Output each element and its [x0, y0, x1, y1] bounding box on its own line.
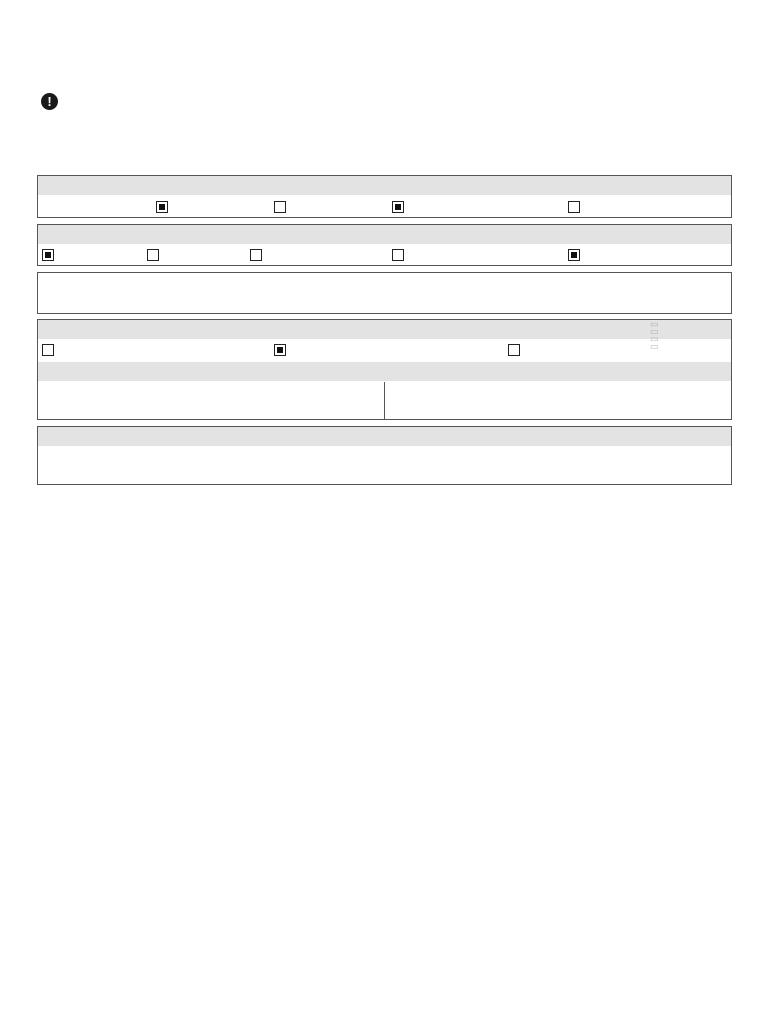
original-checkbox[interactable]	[156, 201, 168, 213]
mail-chief-checkbox[interactable]	[508, 344, 520, 356]
initiative-checkbox[interactable]	[392, 201, 404, 213]
paid-yes-checkbox[interactable]	[392, 249, 404, 261]
email-chief-checkbox[interactable]	[274, 344, 286, 356]
title-box	[37, 272, 732, 314]
correspondence-header-bar	[38, 320, 731, 339]
correspondence-recipient-checkbox[interactable]	[42, 344, 54, 356]
received-stamp: ▯ ▯ ▯ ▯	[650, 322, 660, 350]
referendum-checkbox[interactable]	[568, 201, 580, 213]
recipient-header-bar	[38, 362, 731, 381]
city-checkbox[interactable]	[147, 249, 159, 261]
paid-no-checkbox[interactable]	[568, 249, 580, 261]
jurisdiction-header-bar	[38, 225, 731, 244]
petition-info-header-bar	[38, 176, 731, 195]
county-checkbox[interactable]	[42, 249, 54, 261]
warning-icon: !	[41, 93, 58, 110]
warning-block	[41, 93, 731, 110]
chief-header-bar	[38, 427, 731, 446]
amendment-checkbox[interactable]	[274, 201, 286, 213]
district-checkbox[interactable]	[250, 249, 262, 261]
recipient-divider	[384, 382, 385, 419]
